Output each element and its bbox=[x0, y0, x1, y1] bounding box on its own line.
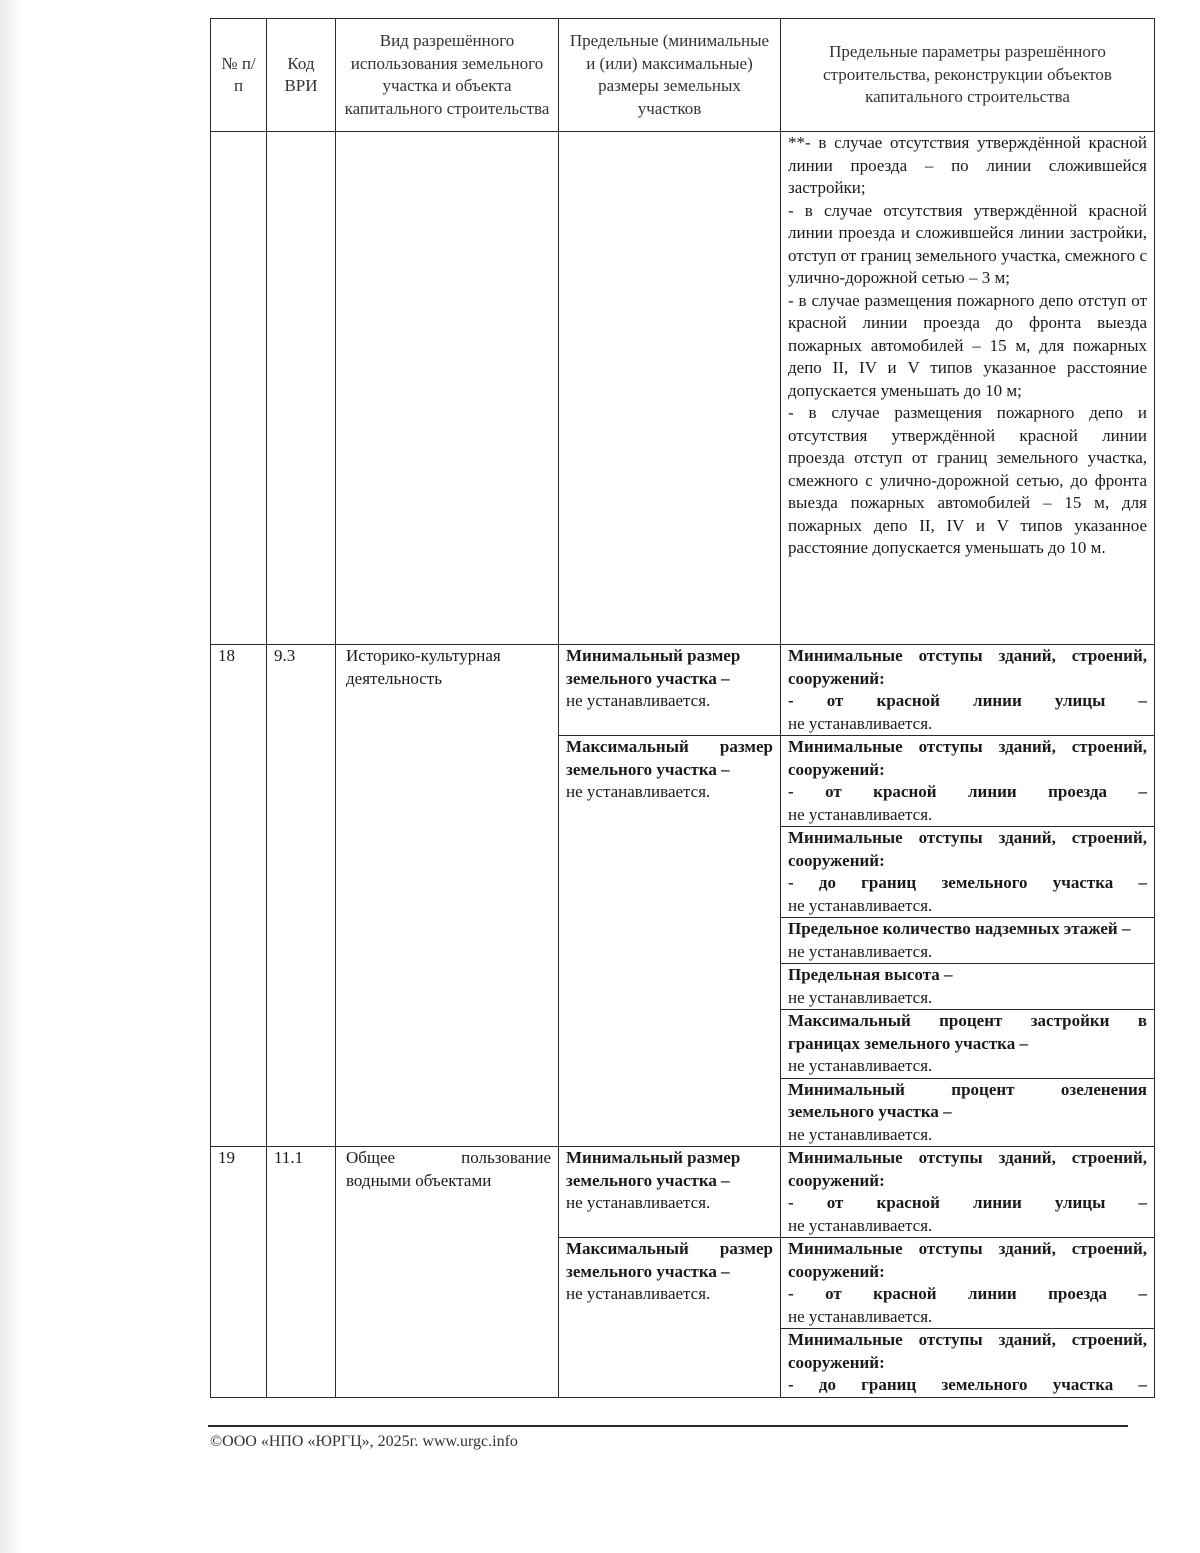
param-cell bbox=[781, 1238, 1155, 1329]
footer-divider bbox=[208, 1425, 1128, 1427]
continued-paragraph: - в случае отсутствия утверждённой красной линии проезда и сложившейся линии застройки, отступ от границ земельного участка, смежного с улично-дорожной сетью – 3 м; bbox=[788, 200, 1147, 287]
table-row bbox=[211, 645, 1155, 736]
header-use-type: Вид разрешённого использования земельного участка и объекта капитального строительства bbox=[336, 19, 559, 132]
param-label-sub: - от красной линии улицы – bbox=[788, 1193, 1147, 1212]
header-build-params: Предельные параметры разрешённого строительства, реконструкции объектов капитального строительства bbox=[781, 19, 1155, 132]
param-cell bbox=[781, 1147, 1155, 1238]
min-size-cell bbox=[559, 1147, 781, 1238]
header-number: № п/п bbox=[211, 19, 267, 132]
param-label: Предельная высота – bbox=[788, 965, 953, 984]
regulations-table bbox=[210, 18, 1155, 1398]
empty-cell bbox=[336, 132, 559, 645]
min-size-value: не устанавливается. bbox=[566, 1193, 711, 1212]
param-value: не устанавливается. bbox=[788, 804, 933, 824]
param-label: Минимальные отступы зданий, строений, сооружений: bbox=[788, 1148, 1147, 1190]
param-label: Минимальные отступы зданий, строений, сооружений: bbox=[788, 1239, 1147, 1281]
param-label: Минимальные отступы зданий, строений, сооружений: bbox=[788, 646, 1147, 688]
param-label-sub: - до границ земельного участка – bbox=[788, 1375, 1147, 1394]
param-label: Предельное количество надземных этажей – bbox=[788, 919, 1131, 938]
param-line bbox=[788, 918, 1147, 963]
max-size-label: Максимальный размер земельного участка – bbox=[566, 737, 773, 779]
param-label-sub: - до границ земельного участка – bbox=[788, 873, 1147, 892]
param-label-sub: - от красной линии улицы – bbox=[788, 691, 1147, 710]
param-value: не устанавливается. bbox=[788, 1056, 933, 1075]
header-plot-sizes: Предельные (минимальные и (или) максимальные) размеры земельных участков bbox=[559, 19, 781, 132]
param-cell bbox=[781, 964, 1155, 1010]
max-size-label: Максимальный размер земельного участка – bbox=[566, 1239, 773, 1281]
min-size-label: Минимальный размер земельного участка – bbox=[566, 646, 741, 688]
param-label: Минимальный процент озеленения земельного участка – bbox=[788, 1079, 1147, 1121]
param-value: не устанавливается. bbox=[788, 941, 933, 961]
param-value: не устанавливается. bbox=[788, 713, 933, 733]
continued-paragraph: - в случае размещения пожарного депо отступ от красной линии проезда до фронта выезда пожарных автомобилей – 15 м, для пожарных депо II, IV и V типов указанное расстояние допускается уменьшать до 10 м; bbox=[788, 290, 1147, 400]
param-label-sub: - от красной линии проезда – bbox=[788, 1284, 1147, 1303]
param-label: Минимальные отступы зданий, строений, сооружений: bbox=[788, 1330, 1147, 1372]
min-size-cell bbox=[559, 645, 781, 736]
empty-cell bbox=[559, 132, 781, 645]
min-size-value: не устанавливается. bbox=[566, 691, 711, 710]
continued-paragraph: **- в случае отсутствия утверждённой красной линии проезда – по линии сложившейся застройки; bbox=[788, 133, 1147, 197]
param-cell bbox=[781, 1010, 1155, 1079]
table-header-row bbox=[211, 19, 1155, 132]
row-use-type: Историко-культурная деятельность bbox=[336, 645, 559, 1147]
row-use-type: Общее пользование водными объектами bbox=[336, 1147, 559, 1398]
param-label: Минимальные отступы зданий, строений, сооружений: bbox=[788, 737, 1147, 779]
param-value: не устанавливается. bbox=[788, 1306, 933, 1326]
continued-paragraph: - в случае размещения пожарного депо и отсутствия утверждённой красной линии проезда отступ от границ земельного участка, смежного с улично-дорожной сетью, до фронта выезда пожарных автомобилей – 15 м, для пожарных депо II, IV и V типов указанное расстояние допускается уменьшать до 10 м. bbox=[788, 403, 1147, 557]
scan-edge-shadow bbox=[0, 0, 22, 1553]
empty-cell bbox=[267, 132, 336, 645]
param-cell bbox=[781, 736, 1155, 827]
param-cell bbox=[781, 1329, 1155, 1398]
empty-cell bbox=[211, 132, 267, 645]
max-size-cell bbox=[559, 736, 781, 1147]
table-row-continued bbox=[211, 132, 1155, 645]
table-row bbox=[211, 1147, 1155, 1238]
param-label: Минимальные отступы зданий, строений, сооружений: bbox=[788, 828, 1147, 870]
param-cell bbox=[781, 827, 1155, 918]
param-cell bbox=[781, 1078, 1155, 1147]
header-code: Код ВРИ bbox=[267, 19, 336, 132]
param-cell bbox=[781, 918, 1155, 964]
param-value: не устанавливается. bbox=[788, 1215, 933, 1235]
min-size-label: Минимальный размер земельного участка – bbox=[566, 1148, 741, 1190]
param-value: не устанавливается. bbox=[788, 987, 933, 1007]
param-label-sub: - от красной линии проезда – bbox=[788, 782, 1147, 801]
param-value: не устанавливается. bbox=[788, 1124, 933, 1144]
row-number: 18 bbox=[211, 645, 267, 1147]
row-number: 19 bbox=[211, 1147, 267, 1398]
continued-params-cell bbox=[781, 132, 1155, 645]
row-code: 9.3 bbox=[267, 645, 336, 1147]
max-size-cell bbox=[559, 1238, 781, 1398]
param-value: не устанавливается. bbox=[788, 895, 933, 915]
max-size-value: не устанавливается. bbox=[566, 782, 711, 801]
max-size-value: не устанавливается. bbox=[566, 1284, 711, 1303]
param-label: Максимальный процент застройки в границах земельного участка – bbox=[788, 1011, 1147, 1053]
footer-copyright: ©ООО «НПО «ЮРГЦ», 2025г. www.urgc.info bbox=[210, 1433, 518, 1450]
param-cell bbox=[781, 645, 1155, 736]
row-code: 11.1 bbox=[267, 1147, 336, 1398]
